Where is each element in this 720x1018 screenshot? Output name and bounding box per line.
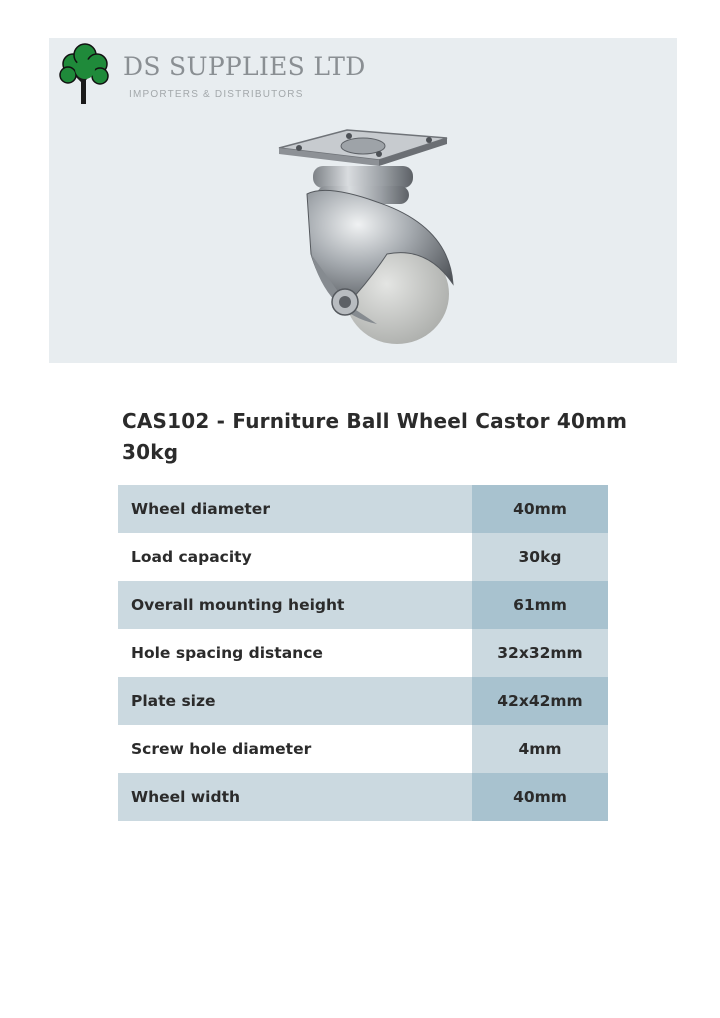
- table-row: [118, 581, 608, 629]
- table-row: [118, 629, 608, 677]
- spec-label: Screw hole diameter: [118, 725, 472, 773]
- spec-value: 4mm: [472, 725, 608, 773]
- spec-value: 42x42mm: [472, 677, 608, 725]
- spec-label: Plate size: [118, 677, 472, 725]
- spec-label: Wheel width: [118, 773, 472, 821]
- spec-value: 30kg: [472, 533, 608, 581]
- company-tagline: IMPORTERS & DISTRIBUTORS: [129, 89, 304, 100]
- company-name: DS SUPPLIES LTD: [123, 52, 366, 81]
- spec-label: Load capacity: [118, 533, 472, 581]
- spec-value: 61mm: [472, 581, 608, 629]
- company-logo: [57, 42, 437, 106]
- spec-value: 40mm: [472, 773, 608, 821]
- spec-label: Overall mounting height: [118, 581, 472, 629]
- spec-label: Wheel diameter: [118, 485, 472, 533]
- spec-table: [118, 485, 608, 821]
- spec-value: 40mm: [472, 485, 608, 533]
- table-row: [118, 485, 608, 533]
- ball-castor-icon: [227, 124, 467, 344]
- table-row: [118, 725, 608, 773]
- product-title: CAS102 - Furniture Ball Wheel Castor 40mm 30kg: [122, 409, 628, 464]
- table-row: [118, 533, 608, 581]
- table-row: [118, 773, 608, 821]
- spec-value: 32x32mm: [472, 629, 608, 677]
- product-hero: [49, 38, 677, 363]
- table-row: [118, 677, 608, 725]
- spec-label: Hole spacing distance: [118, 629, 472, 677]
- tree-icon: [57, 42, 113, 106]
